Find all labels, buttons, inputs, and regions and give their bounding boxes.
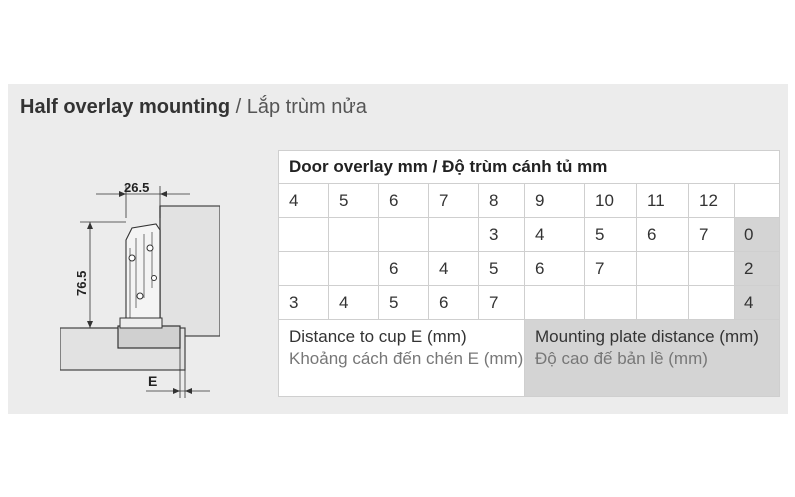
overlay-value: 10 <box>585 184 637 218</box>
table-title <box>279 151 780 184</box>
cup-distance-cell: 5 <box>479 252 525 286</box>
cup-distance-cell: 5 <box>585 218 637 252</box>
cabinet-side-panel <box>160 206 220 336</box>
cup-distance-cell: 7 <box>585 252 637 286</box>
mounting-plate-cell: 0 <box>735 218 780 252</box>
table-row <box>279 218 780 252</box>
dimension-e-label: E <box>148 373 158 389</box>
cup-distance-cell <box>279 252 329 286</box>
table-row <box>279 252 780 286</box>
cup-distance-cell: 6 <box>379 252 429 286</box>
overlay-value: 7 <box>429 184 479 218</box>
cup-distance-cell <box>379 218 429 252</box>
cup-distance-label-vn: Khoảng cách đến chén E (mm) <box>289 349 524 368</box>
cup-distance-cell: 6 <box>525 252 585 286</box>
cup-distance-cell: 6 <box>637 218 689 252</box>
cup-distance-cell: 5 <box>379 286 429 320</box>
cup-distance-cell: 3 <box>279 286 329 320</box>
mounting-plate-label-en: Mounting plate distance (mm) <box>535 327 759 346</box>
overlay-value: 11 <box>637 184 689 218</box>
mounting-plate-label-vn: Độ cao đế bản lề (mm) <box>535 349 708 368</box>
cup-distance-cell: 7 <box>479 286 525 320</box>
page-title <box>20 96 367 119</box>
overlay-header-row <box>279 184 780 218</box>
hinge-cup <box>118 326 180 348</box>
table-title-sep: / <box>432 157 438 176</box>
cup-distance-cell <box>637 286 689 320</box>
cup-distance-label-en: Distance to cup E (mm) <box>289 327 467 346</box>
cup-distance-cell <box>279 218 329 252</box>
cup-distance-cell <box>329 252 379 286</box>
mounting-plate-label <box>525 320 780 397</box>
title-separator: / <box>235 96 242 118</box>
title-subtitle: Lắp trùm nửa <box>246 96 367 118</box>
cup-distance-cell: 4 <box>525 218 585 252</box>
cup-distance-cell: 4 <box>429 252 479 286</box>
overlay-value: 4 <box>279 184 329 218</box>
cup-distance-cell: 4 <box>329 286 379 320</box>
table-title-en: Door overlay mm <box>289 157 428 176</box>
mounting-plate-cell: 4 <box>735 286 780 320</box>
cup-distance-cell <box>525 286 585 320</box>
cup-distance-cell <box>585 286 637 320</box>
hinge-diagram <box>60 178 220 400</box>
dimension-height-label: 76.5 <box>74 270 89 296</box>
door-overlay-table <box>278 150 780 397</box>
cup-distance-cell <box>689 252 735 286</box>
overlay-value-empty <box>735 184 780 218</box>
title-main: Half overlay mounting <box>20 96 231 118</box>
cup-distance-cell <box>429 218 479 252</box>
cup-distance-cell <box>637 252 689 286</box>
cup-distance-cell: 3 <box>479 218 525 252</box>
overlay-value: 6 <box>379 184 429 218</box>
table-row <box>279 286 780 320</box>
dimension-width-label: 26.5 <box>124 180 150 195</box>
cup-distance-cell <box>329 218 379 252</box>
overlay-value: 12 <box>689 184 735 218</box>
cup-distance-label <box>279 320 525 397</box>
table-footer-row <box>279 320 780 397</box>
cup-distance-cell: 6 <box>429 286 479 320</box>
overlay-value: 8 <box>479 184 525 218</box>
overlay-value: 9 <box>525 184 585 218</box>
table-title-row <box>279 151 780 184</box>
table-title-vn: Độ trùm cánh tủ mm <box>442 157 608 176</box>
mounting-plate-cell: 2 <box>735 252 780 286</box>
overlay-value: 5 <box>329 184 379 218</box>
cup-distance-cell <box>689 286 735 320</box>
cup-distance-cell: 7 <box>689 218 735 252</box>
